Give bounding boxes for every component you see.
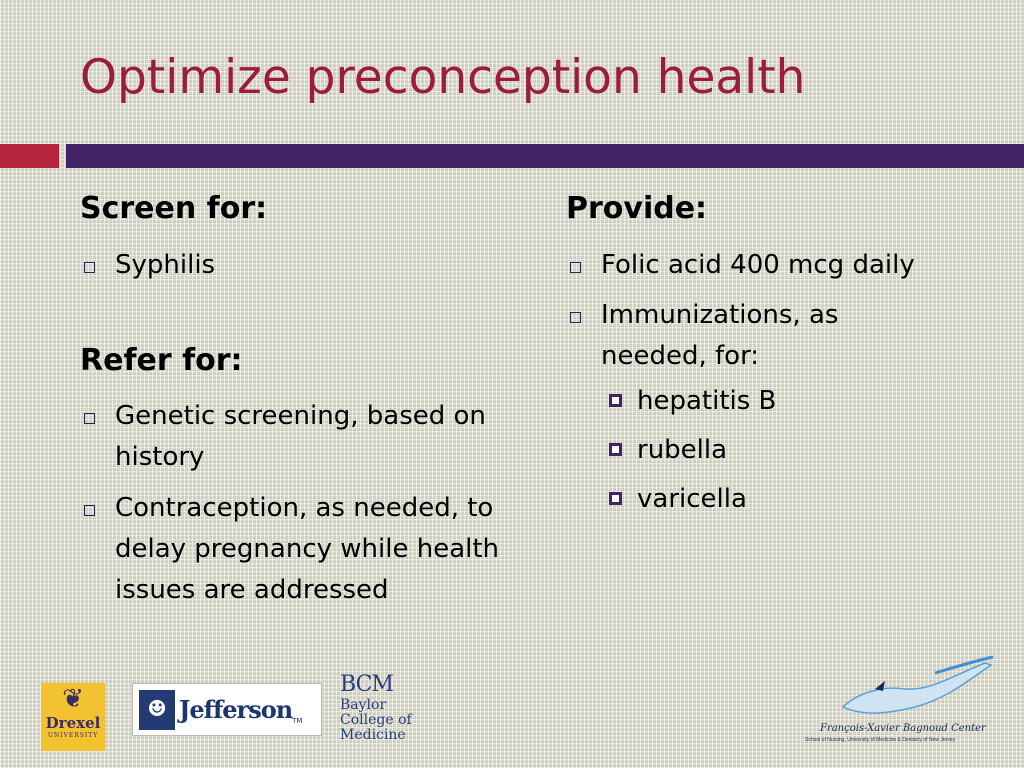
list-item [80, 245, 530, 286]
list-item [566, 295, 871, 377]
jefferson-portrait-icon: ☻ [139, 690, 175, 730]
list-item [80, 396, 515, 478]
left-column [80, 188, 530, 611]
jefferson-trademark: TM [292, 717, 303, 725]
square-bullet-icon [84, 413, 95, 424]
baylor-logo-line: Baylor [340, 697, 387, 713]
refer-for-list [80, 396, 530, 611]
sub-list-item-text: rubella [637, 435, 728, 465]
sub-list-item-text: varicella [637, 484, 747, 514]
right-column [566, 188, 1006, 524]
list-item-text: Immunizations, as needed, for: [601, 300, 839, 371]
square-bullet-icon [570, 262, 581, 273]
square-bullet-icon [570, 312, 581, 323]
filled-square-bullet-icon [609, 443, 622, 456]
dragon-icon: ❦ [62, 684, 84, 714]
screen-for-list [80, 245, 530, 286]
sub-list-item [566, 377, 1006, 426]
jefferson-logo [132, 683, 322, 736]
sub-list-item-text: hepatitis B [637, 386, 777, 416]
jefferson-logo-name: Jefferson [179, 695, 293, 724]
fxb-center-name: François-Xavier Bagnoud Center [820, 723, 986, 734]
sub-list-item [566, 475, 1006, 524]
drexel-logo-name: Drexel [45, 714, 101, 732]
baylor-logo [340, 672, 412, 743]
baylor-logo-abbr: BCM [340, 672, 393, 697]
sub-list-item [566, 426, 1006, 475]
accent-bar-red [0, 144, 59, 168]
list-item-text: Contraception, as needed, to delay pregnancy while health issues are addressed [115, 493, 500, 605]
fxb-center-logo [805, 655, 995, 750]
list-item [566, 245, 1006, 286]
fxb-center-sub: School of Nursing, University of Medicine & Dentistry of New Jersey [805, 737, 956, 743]
drexel-logo-sub: UNIVERSITY [47, 732, 99, 739]
list-item-text: Folic acid 400 mcg daily [601, 250, 915, 280]
filled-square-bullet-icon [609, 492, 622, 505]
square-bullet-icon [84, 505, 95, 516]
immunization-list [566, 377, 1006, 524]
baylor-logo-line: Medicine [340, 727, 406, 743]
refer-for-heading: Refer for: [80, 343, 243, 378]
list-item [80, 488, 515, 611]
fxb-map-icon [835, 655, 995, 721]
slide-title: Optimize preconception health [80, 50, 806, 105]
filled-square-bullet-icon [609, 394, 622, 407]
baylor-logo-line: College of [340, 712, 412, 728]
provide-heading: Provide: [566, 191, 708, 226]
list-item-text: Syphilis [115, 250, 216, 280]
square-bullet-icon [84, 262, 95, 273]
drexel-logo [41, 683, 105, 751]
accent-bar-purple [66, 144, 1024, 168]
provide-list [566, 245, 1006, 377]
list-item-text: Genetic screening, based on history [115, 401, 486, 472]
screen-for-heading: Screen for: [80, 191, 268, 226]
logo-strip [0, 650, 1024, 768]
